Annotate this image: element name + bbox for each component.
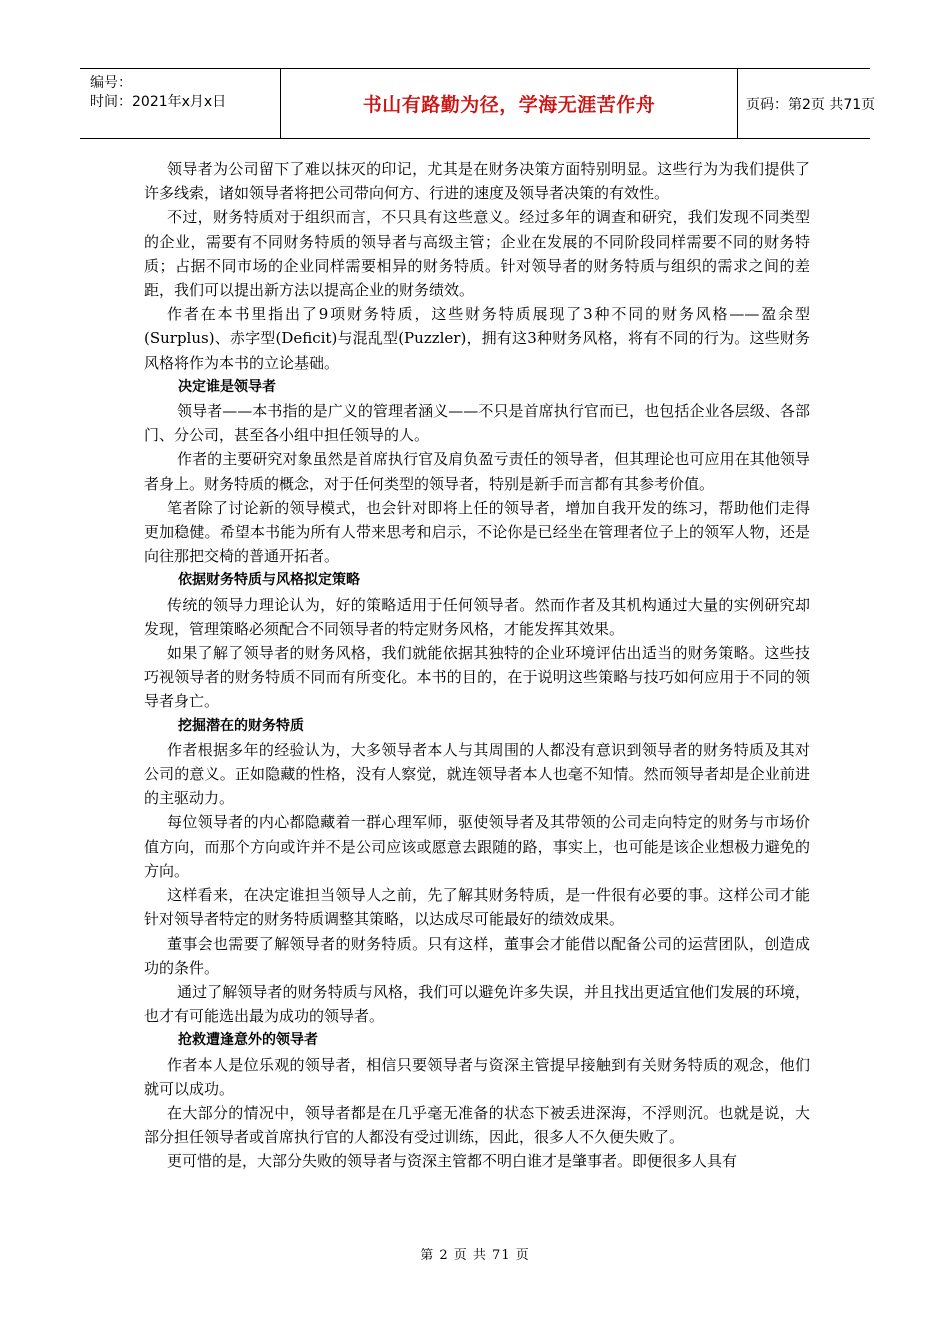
body-text bbox=[144, 157, 810, 1174]
paragraph: 领导者为公司留下了难以抹灭的印记，尤其是在财务决策方面特别明显。这些行为为我们提供了许多线索，诸如领导者将把公司带向何方、行进的速度及领导者决策的有效性。 bbox=[144, 160, 810, 203]
paragraph: 作者的主要研究对象虽然是首席执行官及肩负盈亏责任的领导者，但其理论也可应用在其他领导者身上。财务特质的概念，对于任何类型的领导者，特别是新手而言都有其参考价值。 bbox=[144, 450, 810, 493]
section-heading: 决定谁是领导者 bbox=[178, 378, 276, 395]
page-footer: 第 2 页 共 71 页 bbox=[420, 1248, 530, 1263]
paragraph: 传统的领导力理论认为，好的策略适用于任何领导者。然而作者及其机构通过大量的实例研究却发现，管理策略必须配合不同领导者的特定财务风格，才能发挥其效果。 bbox=[144, 595, 810, 638]
section-heading: 挖掘潜在的财务特质 bbox=[178, 717, 304, 734]
paragraph: 董事会也需要了解领导者的财务特质。只有这样，董事会才能借以配备公司的运营团队，创造成功的条件。 bbox=[144, 934, 810, 977]
section-heading: 抢救遭逢意外的领导者 bbox=[178, 1032, 318, 1049]
header-motto: 书山有路勤为径，学海无涯苦作舟 bbox=[362, 94, 656, 116]
paragraph: 在大部分的情况中，领导者都是在几乎毫无准备的状态下被丢进深海，不浮则沉。也就是说，大部分担任领导者或首席执行官的人都没有受过训练，因此，很多人不久便失败了。 bbox=[144, 1103, 810, 1147]
header-left-cell bbox=[80, 69, 280, 138]
paragraph: 通过了解领导者的财务特质与风格，我们可以避免许多失误，并且找出更适宜他们发展的环境，也才有可能选出最为成功的领导者。 bbox=[144, 982, 810, 1026]
paragraph: 领导者——本书指的是广义的管理者涵义——不只是首席执行官而已，也包括企业各层级、各部门、分公司，甚至各小组中担任领导的人。 bbox=[144, 402, 810, 445]
section-heading: 依据财务特质与风格拟定策略 bbox=[178, 572, 360, 589]
paragraph: 作者根据多年的经验认为，大多领导者本人与其周围的人都没有意识到领导者的财务特质及其对公司的意义。正如隐藏的性格，没有人察觉，就连领导者本人也毫不知情。然而领导者却是企业前进的主驱动力。 bbox=[144, 740, 810, 808]
paragraph: 如果了解了领导者的财务风格，我们就能依据其独特的企业环境评估出适当的财务策略。这些技巧视领导者的财务特质不同而有所变化。本书的目的，在于说明这些策略与技巧如何应用于不同的领导者身亡。 bbox=[144, 644, 810, 711]
paragraph: 这样看来，在决定谁担当领导人之前，先了解其财务特质，是一件很有必要的事。这样公司才能针对领导者特定的财务特质调整其策略，以达成尽可能最好的绩效成果。 bbox=[144, 886, 810, 929]
paragraph: 作者本人是位乐观的领导者，相信只要领导者与资深主管提早接触到有关财务特质的观念，他们就可以成功。 bbox=[144, 1055, 810, 1098]
paragraph: 更可惜的是，大部分失败的领导者与资深主管都不明白谁才是肇事者。即便很多人具有 bbox=[167, 1152, 738, 1171]
page-header bbox=[80, 68, 876, 139]
header-page-info: 页码：第2页 共71页 bbox=[746, 96, 876, 113]
paragraph: 作者在本书里指出了9项财务特质，这些财务特质展现了3种不同的财务风格——盈余型(Surplus)、赤字型(Deficit)与混乱型(Puzzler)，拥有这3种财务风格，将有不同的行为。这些财务风格将作为本书的立论基础。 bbox=[144, 305, 810, 372]
date-label: 时间：2021年x月x日 bbox=[90, 94, 227, 110]
serial-label: 编号： bbox=[90, 75, 132, 91]
header-motto-cell bbox=[280, 69, 738, 138]
paragraph: 不过，财务特质对于组织而言，不只具有这些意义。经过多年的调查和研究，我们发现不同类型的企业，需要有不同财务特质的领导者与高级主管；企业在发展的不同阶段同样需要不同的财务特质；占据不同市场的企业同样需要相异的财务特质。针对领导者的财务特质与组织的需求之间的差距，我们可以提出新方法以提高企业的财务绩效。 bbox=[144, 208, 810, 300]
paragraph: 笔者除了讨论新的领导模式，也会针对即将上任的领导者，增加自我开发的练习，帮助他们走得更加稳健。希望本书能为所有人带来思考和启示，不论你是已经坐在管理者位子上的领军人物，还是向往那把交椅的普通开拓者。 bbox=[144, 498, 810, 566]
header-page-cell bbox=[736, 69, 876, 138]
paragraph: 每位领导者的内心都隐藏着一群心理军师，驱使领导者及其带领的公司走向特定的财务与市场价值方向，而那个方向或许并不是公司应该或愿意去跟随的路，事实上，也可能是该企业想极力避免的方向。 bbox=[144, 813, 810, 880]
